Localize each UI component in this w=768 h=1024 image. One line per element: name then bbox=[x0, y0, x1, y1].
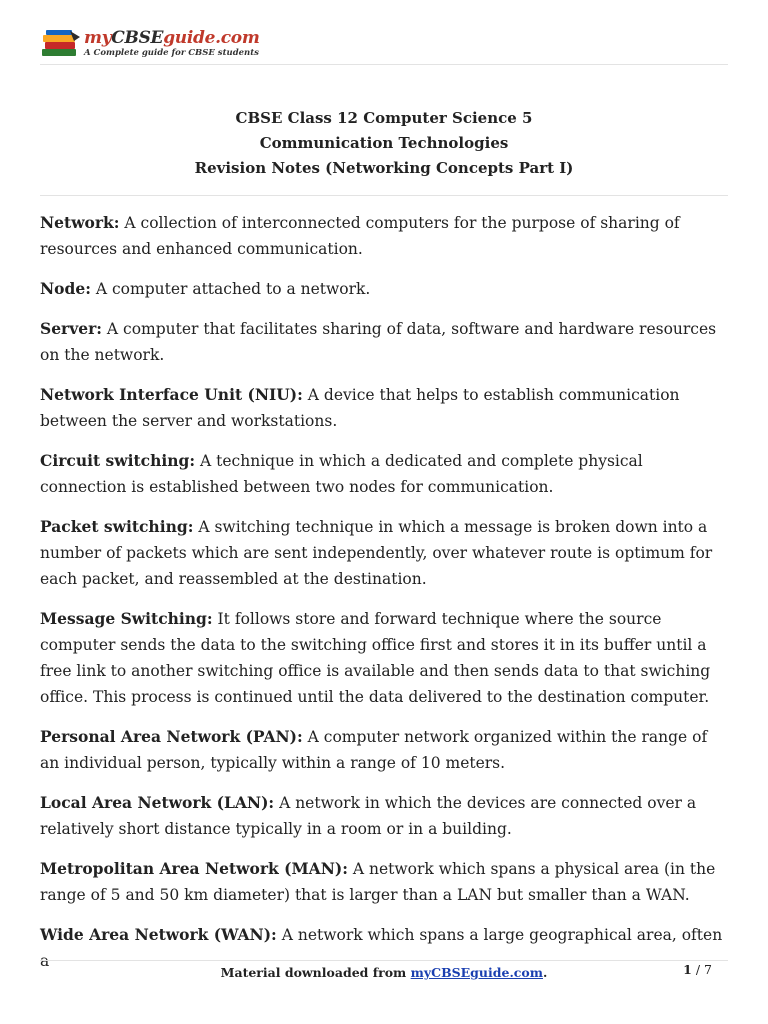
definition-text: A technique in which a dedicated and complete physical connection is established between two nodes for communication. bbox=[40, 452, 643, 496]
definition-text: A network which spans a large geographical area, often a bbox=[40, 926, 723, 970]
definition-text: A switching technique in which a message is broken down into a number of packets which are sent independently, over whatever route is optimum for each packet, and reassembled at the destination. bbox=[40, 518, 713, 588]
definition-server bbox=[40, 316, 728, 368]
term: Local Area Network (LAN): bbox=[40, 793, 275, 812]
page-footer bbox=[40, 960, 728, 991]
title-line-2: Communication Technologies bbox=[259, 134, 509, 152]
definition-text: A network in which the devices are connected over a relatively short distance typically in a room or in a building. bbox=[40, 794, 697, 838]
logo-tagline: A Complete guide for CBSE students bbox=[84, 48, 259, 58]
definition-lan bbox=[40, 790, 728, 842]
definition-network bbox=[40, 210, 728, 262]
page-number: 1 / 7 bbox=[683, 962, 712, 977]
definition-text: A computer network organized within the range of an individual person, typically within a range of 10 meters. bbox=[40, 728, 708, 772]
term: Metropolitan Area Network (MAN): bbox=[40, 859, 348, 878]
definition-pan bbox=[40, 724, 728, 776]
books-logo-icon bbox=[40, 29, 82, 59]
title-line-1: CBSE Class 12 Computer Science 5 bbox=[235, 109, 533, 127]
logo-name: myCBSEguide.com bbox=[84, 28, 260, 48]
definition-text: A computer that facilitates sharing of data, software and hardware resources on the network. bbox=[40, 320, 717, 364]
term: Personal Area Network (PAN): bbox=[40, 727, 303, 746]
definition-text: It follows store and forward technique where the source computer sends the data to the switching office first and stores it in its buffer until a free link to another switching office is available and then sends data to that swiching office. This process is continued until the data delivered to the destination computer. bbox=[40, 610, 711, 706]
title-line-3: Revision Notes (Networking Concepts Part I) bbox=[194, 159, 574, 177]
document-title bbox=[40, 106, 728, 196]
term: Network Interface Unit (NIU): bbox=[40, 385, 303, 404]
definition-node bbox=[40, 276, 728, 302]
footer-site-link[interactable]: myCBSEguide.com bbox=[410, 965, 543, 980]
term: Server: bbox=[40, 319, 102, 338]
term: Message Switching: bbox=[40, 609, 213, 628]
definition-text: A network which spans a physical area (in the range of 5 and 50 km diameter) that is larger than a LAN but smaller than a WAN. bbox=[40, 860, 716, 904]
term: Wide Area Network (WAN): bbox=[40, 925, 277, 944]
term: Node: bbox=[40, 279, 91, 298]
definition-niu bbox=[40, 382, 728, 434]
page-header bbox=[40, 22, 728, 65]
definition-packet-switching bbox=[40, 514, 728, 592]
definition-circuit-switching bbox=[40, 448, 728, 500]
definition-text: A computer attached to a network. bbox=[90, 280, 371, 298]
definition-man bbox=[40, 856, 728, 908]
definition-text: A collection of interconnected computers for the purpose of sharing of resources and enhanced communication. bbox=[40, 214, 680, 258]
footer-text: Material downloaded from myCBSEguide.com. bbox=[220, 965, 548, 980]
definition-message-switching bbox=[40, 606, 728, 710]
term: Packet switching: bbox=[40, 517, 194, 536]
definition-text: A device that helps to establish communication between the server and workstations. bbox=[40, 386, 680, 430]
term: Circuit switching: bbox=[40, 451, 196, 470]
notes-body bbox=[40, 210, 728, 988]
site-logo[interactable] bbox=[40, 26, 260, 62]
term: Network: bbox=[40, 213, 120, 232]
